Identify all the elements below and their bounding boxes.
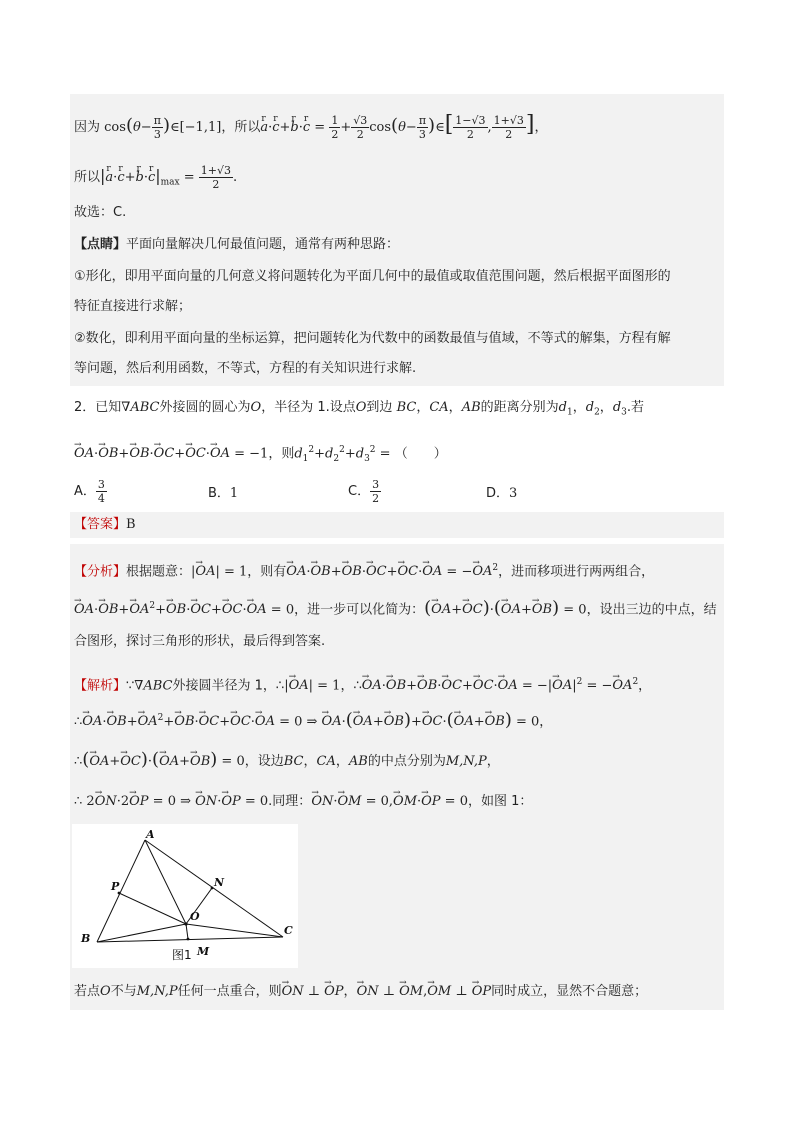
segment-bo xyxy=(97,924,186,942)
answer-line: 【答案】B xyxy=(74,517,136,532)
label-o: O xyxy=(190,910,200,923)
label-p: P xyxy=(111,880,120,893)
option-b[interactable]: B．1 xyxy=(208,486,239,501)
prev-solution-line-1: 因为 cos(θ− $\frac{\pi}{3}$ )∈[−1,1]，所以r a·r c+r b·r c = $\frac{1}{2}$ + $\frac{√3}{2}$ cos(θ− $\frac{\pi}{3}$ )∈[ $\frac{1-√3}{2}$ , $\frac{1+√3}{2}$ ]， xyxy=(74,114,548,141)
label-n: N xyxy=(214,876,225,889)
label-b: B xyxy=(81,932,91,945)
tip-1b: 特征直接进行求解； xyxy=(74,299,192,314)
segment-ao xyxy=(145,840,186,924)
solution-line-5: 若点O不与M,N,P任何一点重合，则→ ON ⊥ → OP，→ ON ⊥ → OM,→ OM ⊥ → OP同时成立，显然不合题意； xyxy=(74,982,647,1002)
question-stem-2: → OA·→ OB+→ OB·→ OC+→ OC·→ OA = −1，则$d_1^2+d_2^2+d_3^2$ = （ ） xyxy=(74,440,447,469)
figure-caption: 图1 xyxy=(172,948,192,962)
prev-answer: 故选：C. xyxy=(74,205,127,220)
segment-co xyxy=(186,924,283,937)
side-ab xyxy=(97,840,145,942)
side-bc xyxy=(97,937,283,942)
answer-title: 【答案】 xyxy=(74,517,127,532)
segment-po xyxy=(119,893,186,924)
triangle-diagram xyxy=(72,824,298,968)
answer-shade xyxy=(70,512,724,538)
label-m: M xyxy=(197,945,210,958)
option-a[interactable]: A． $\frac{3}{4}$ xyxy=(74,478,105,505)
segment-mo xyxy=(186,924,188,939)
tip-intro: 【点睛】平面向量解决几何最值问题，通常有两种思路： xyxy=(74,237,400,252)
figure-1 xyxy=(72,824,298,968)
analysis-line-3: 合图形，探讨三角形的形状，最后得到答案. xyxy=(74,634,326,649)
tip-2a: ②数化，即利用平面向量的坐标运算，把问题转化为代数中的函数最值与值域，不等式的解集，方程有解 xyxy=(74,331,671,346)
question-stem-1: 2．已知∇ABC外接圆的圆心为O，半径为 1.设点O到边 BC，CA，AB的距离分别为$d_1$，$d_2$，$d_3$.若 xyxy=(74,400,645,418)
analysis-line-2: → $OA\cdot\to OB+\to OA^2+\to OB\cdot\to OC+\to OC\cdot\to$ OA = 0，进一步可以化简为：(→ OA+→ OC)·(→ OA+→ OB) = 0，设出三边的中点，结 xyxy=(74,596,717,620)
prev-solution-line-2: 所以|r a·r c+r b·r $c|_{max}$ = $\frac{1+√3}{2}$ . xyxy=(74,164,237,193)
solution-line-4: ∴ 2→ ON·2→ OP = 0 ⇒ → ON·→ OP = 0.同理：→ ON·→ OM = 0,→ OM·→ OP = 0，如图 1： xyxy=(74,792,532,812)
option-d[interactable]: D．3 xyxy=(486,486,518,501)
tip-1a: ①形化，即用平面向量的几何意义将问题转化为平面几何中的最值或取值范围问题，然后根据平面图形的 xyxy=(74,269,671,284)
solution-line-1: 【解析】∵∇ABC外接圆半径为 1，∴|→ OA| = 1，∴→ OA·→ OB+→ OB·→ OC+→ OC·→ OA = −|→ $OA|^2$ = −→ $OA^2$， xyxy=(74,672,651,696)
tip-2b: 等问题，然后利用函数，不等式，方程的有关知识进行求解. xyxy=(74,361,417,376)
label-c: C xyxy=(284,924,293,937)
solution-line-3: ∴(→ OA+→ OC)·(→ OA+→ OB) = 0，设边BC，CA，AB的中点分别为M,N,P， xyxy=(74,750,500,772)
solution-line-2: ∴→ $OA\cdot\to OB+\to OA^2+\to OB\cdot\to OC+\to OC\cdot\to$ OA = 0 ⇒ → OA·(→ OA+→ OB)+→ OC·(→ OA+→ OB) = 0， xyxy=(74,708,552,732)
option-c[interactable]: C． $\frac{3}{2}$ xyxy=(348,478,380,505)
label-a: A xyxy=(146,828,155,841)
analysis-line-1: 【分析】根据题意：|→ OA| = 1，则有→ OA·→ OB+→ OB·→ OC+→ OC·→ OA = −→ $OA^2$，进而移项进行两两组合， xyxy=(74,558,654,582)
